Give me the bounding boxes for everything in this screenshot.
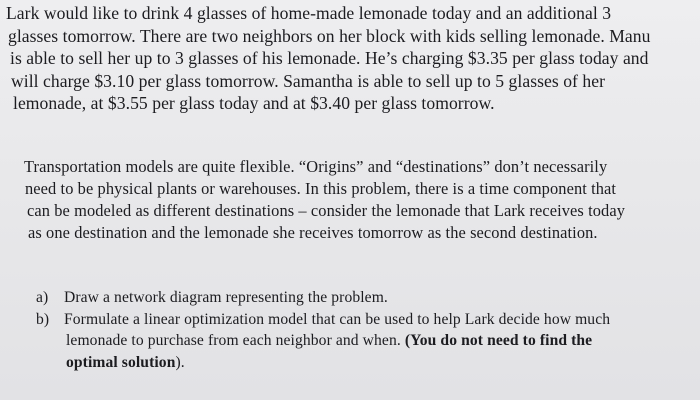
problem-line-1: Lark would like to drink 4 glasses of home-made lemonade today and an additional 3 [6, 3, 612, 23]
question-list [36, 287, 610, 373]
question-b-marker: b) [36, 310, 50, 328]
question-b-line-3 [66, 352, 640, 374]
transportation-note [24, 156, 625, 244]
question-a-text: Draw a network diagram representing the problem. [64, 289, 388, 306]
question-b-line-3-bold: optimal solution [66, 353, 176, 371]
note-line-2: need to be physical plants or warehouses. In this problem, there is a time component that [25, 179, 617, 198]
problem-line-5: lemonade, at $3.55 per glass today and at $3.40 per glass tomorrow. [13, 93, 495, 113]
problem-line-3: is able to sell her up to 3 glasses of his lemonade. He’s charging $3.35 per glass today and [10, 48, 649, 68]
question-b [36, 309, 610, 331]
problem-statement [6, 2, 651, 115]
question-b-line-1: Formulate a linear optimization model that can be used to help Lark decide how much [64, 310, 611, 328]
question-b-line-3-end: ). [175, 353, 185, 371]
note-line-1: Transportation models are quite flexible. “Origins” and “destinations” don’t necessarily [24, 157, 608, 176]
note-line-3: can be modeled as different destinations – consider the lemonade that Lark receives today [27, 201, 625, 220]
question-a [36, 287, 610, 309]
question-b-line-2-bold: (You do not need to find the [404, 332, 593, 349]
question-b-line-2 [66, 330, 640, 352]
question-b-line-2-plain: lemonade to purchase from each neighbor and when. [66, 332, 405, 349]
problem-line-2: glasses tomorrow. There are two neighbors on her block with kids selling lemonade. Manu [8, 25, 651, 46]
note-line-4: as one destination and the lemonade she receives tomorrow as the second destination. [28, 223, 598, 242]
question-a-marker: a) [36, 289, 49, 306]
problem-line-4: will charge $3.10 per glass tomorrow. Samantha is able to sell up to 5 glasses of her [11, 70, 606, 91]
